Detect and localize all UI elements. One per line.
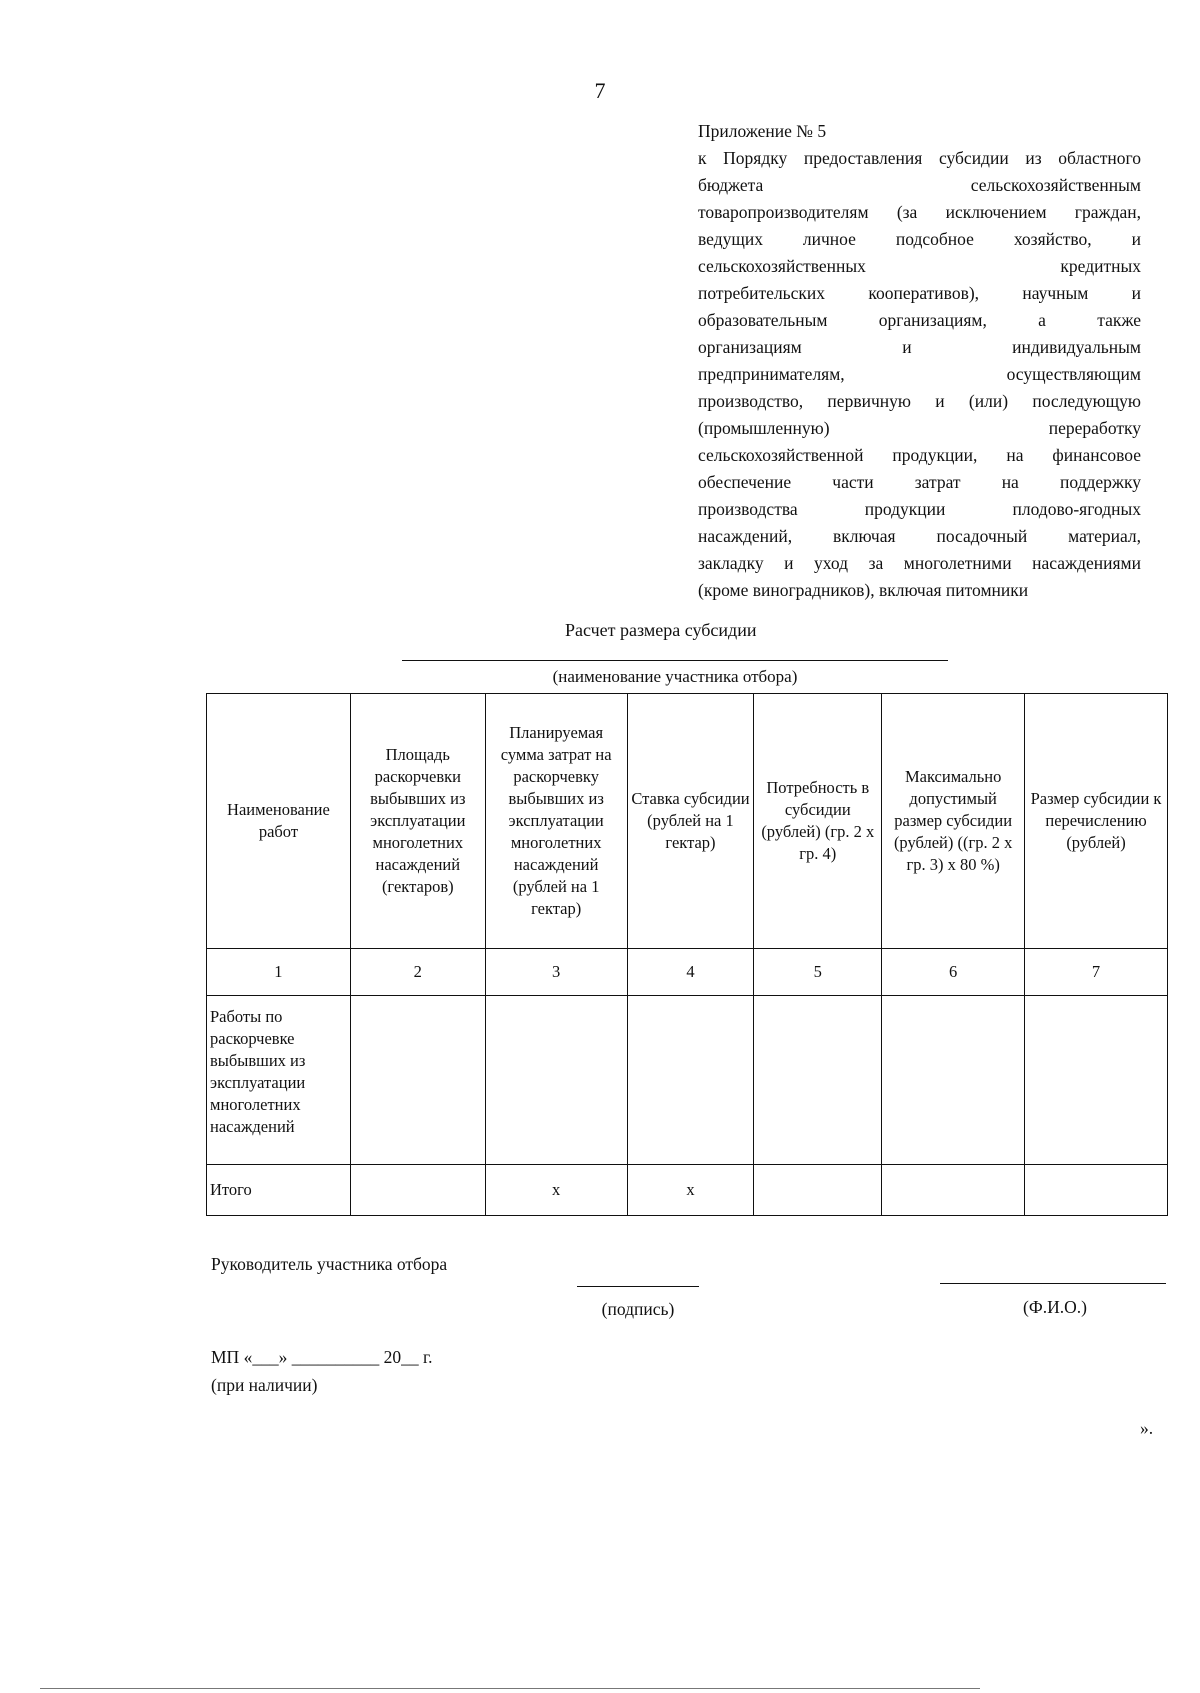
appendix-line: бюджета сельскохозяйственным [698, 175, 1141, 195]
header-cell: Наименование работ [207, 694, 351, 949]
header-cell: Ставка субсидии (рублей на 1 гектар) [627, 694, 754, 949]
table-cell[interactable] [754, 996, 882, 1165]
column-number: 5 [754, 949, 882, 996]
table-cell[interactable] [485, 996, 627, 1165]
column-number: 6 [882, 949, 1025, 996]
page-bottom-rule [40, 1688, 980, 1689]
head-of-participant-label: Руководитель участника отбора [211, 1254, 448, 1274]
appendix-line: товаропроизводителям (за исключением граждан, [698, 202, 1141, 222]
page-number: 7 [594, 78, 606, 103]
column-number: 1 [207, 949, 351, 996]
table-cell: х [627, 1165, 754, 1216]
signature-caption: (подпись) [601, 1299, 675, 1319]
appendix-line: (кроме виноградников), включая питомники [698, 580, 1029, 600]
appendix-line: организациям и индивидуальным [698, 337, 1141, 357]
appendix-line: сельскохозяйственной продукции, на финансовое [698, 445, 1141, 465]
total-row [207, 1165, 1168, 1216]
column-number-row [207, 949, 1168, 996]
table-cell[interactable] [627, 996, 754, 1165]
signature-line[interactable] [577, 1286, 699, 1287]
header-cell: Площадь раскорчевки выбывших из эксплуатации многолетних насаждений (гектаров) [350, 694, 485, 949]
table-cell[interactable] [350, 1165, 485, 1216]
appendix-line: производство, первичную и (или) последующую [698, 391, 1141, 411]
column-number: 4 [627, 949, 754, 996]
appendix-line: потребительских кооперативов), научным и [698, 283, 1141, 303]
table-cell[interactable] [882, 1165, 1025, 1216]
header-cell: Планируемая сумма затрат на раскорчевку выбывших из эксплуатации многолетних насаждений (рублей на 1 гектар) [485, 694, 627, 949]
appendix-line: закладку и уход за многолетними насаждениями [698, 553, 1141, 573]
table-cell[interactable] [1025, 1165, 1168, 1216]
closing-quote: ». [1140, 1418, 1154, 1438]
header-cell: Потребность в субсидии (рублей) (гр. 2 х гр. 4) [754, 694, 882, 949]
appendix-header [698, 118, 1141, 604]
column-number: 2 [350, 949, 485, 996]
appendix-line: ведущих личное подсобное хозяйство, и [698, 229, 1141, 249]
participant-name-caption: (наименование участника отбора) [552, 667, 798, 686]
subsidy-table [206, 693, 1168, 1216]
appendix-line: сельскохозяйственных кредитных [698, 256, 1141, 276]
appendix-line: Приложение № 5 [698, 121, 827, 141]
full-name-caption: (Ф.И.О.) [1023, 1297, 1087, 1317]
appendix-line: предпринимателям, осуществляющим [698, 364, 1141, 384]
stamp-note: (при наличии) [211, 1375, 318, 1395]
appendix-line: обеспечение части затрат на поддержку [698, 472, 1141, 492]
table-row [207, 996, 1168, 1165]
full-name-line[interactable] [940, 1283, 1166, 1284]
appendix-line: насаждений, включая посадочный материал, [698, 526, 1141, 546]
participant-name-line[interactable] [402, 660, 948, 661]
column-number: 7 [1025, 949, 1168, 996]
table-cell[interactable] [754, 1165, 882, 1216]
appendix-line: (промышленную) переработку [698, 418, 1141, 438]
calculation-title: Расчет размера субсидии [565, 620, 757, 640]
table-cell: х [485, 1165, 627, 1216]
appendix-line: к Порядку предоставления субсидии из областного [698, 148, 1141, 168]
table-header-row [207, 694, 1168, 949]
total-label-cell: Итого [207, 1165, 351, 1216]
appendix-line: образовательным организациям, а также [698, 310, 1141, 330]
table-cell[interactable] [1025, 996, 1168, 1165]
header-cell: Размер субсидии к перечислению (рублей) [1025, 694, 1168, 949]
appendix-line: производства продукции плодово-ягодных [698, 499, 1141, 519]
table-cell[interactable] [882, 996, 1025, 1165]
work-name-cell: Работы по раскорчевке выбывших из эксплуатации многолетних насаждений [207, 996, 351, 1165]
table-cell[interactable] [350, 996, 485, 1165]
stamp-date-line: МП «___» __________ 20__ г. [211, 1347, 433, 1367]
header-cell: Максимально допустимый размер субсидии (рублей) ((гр. 2 х гр. 3) х 80 %) [882, 694, 1025, 949]
column-number: 3 [485, 949, 627, 996]
